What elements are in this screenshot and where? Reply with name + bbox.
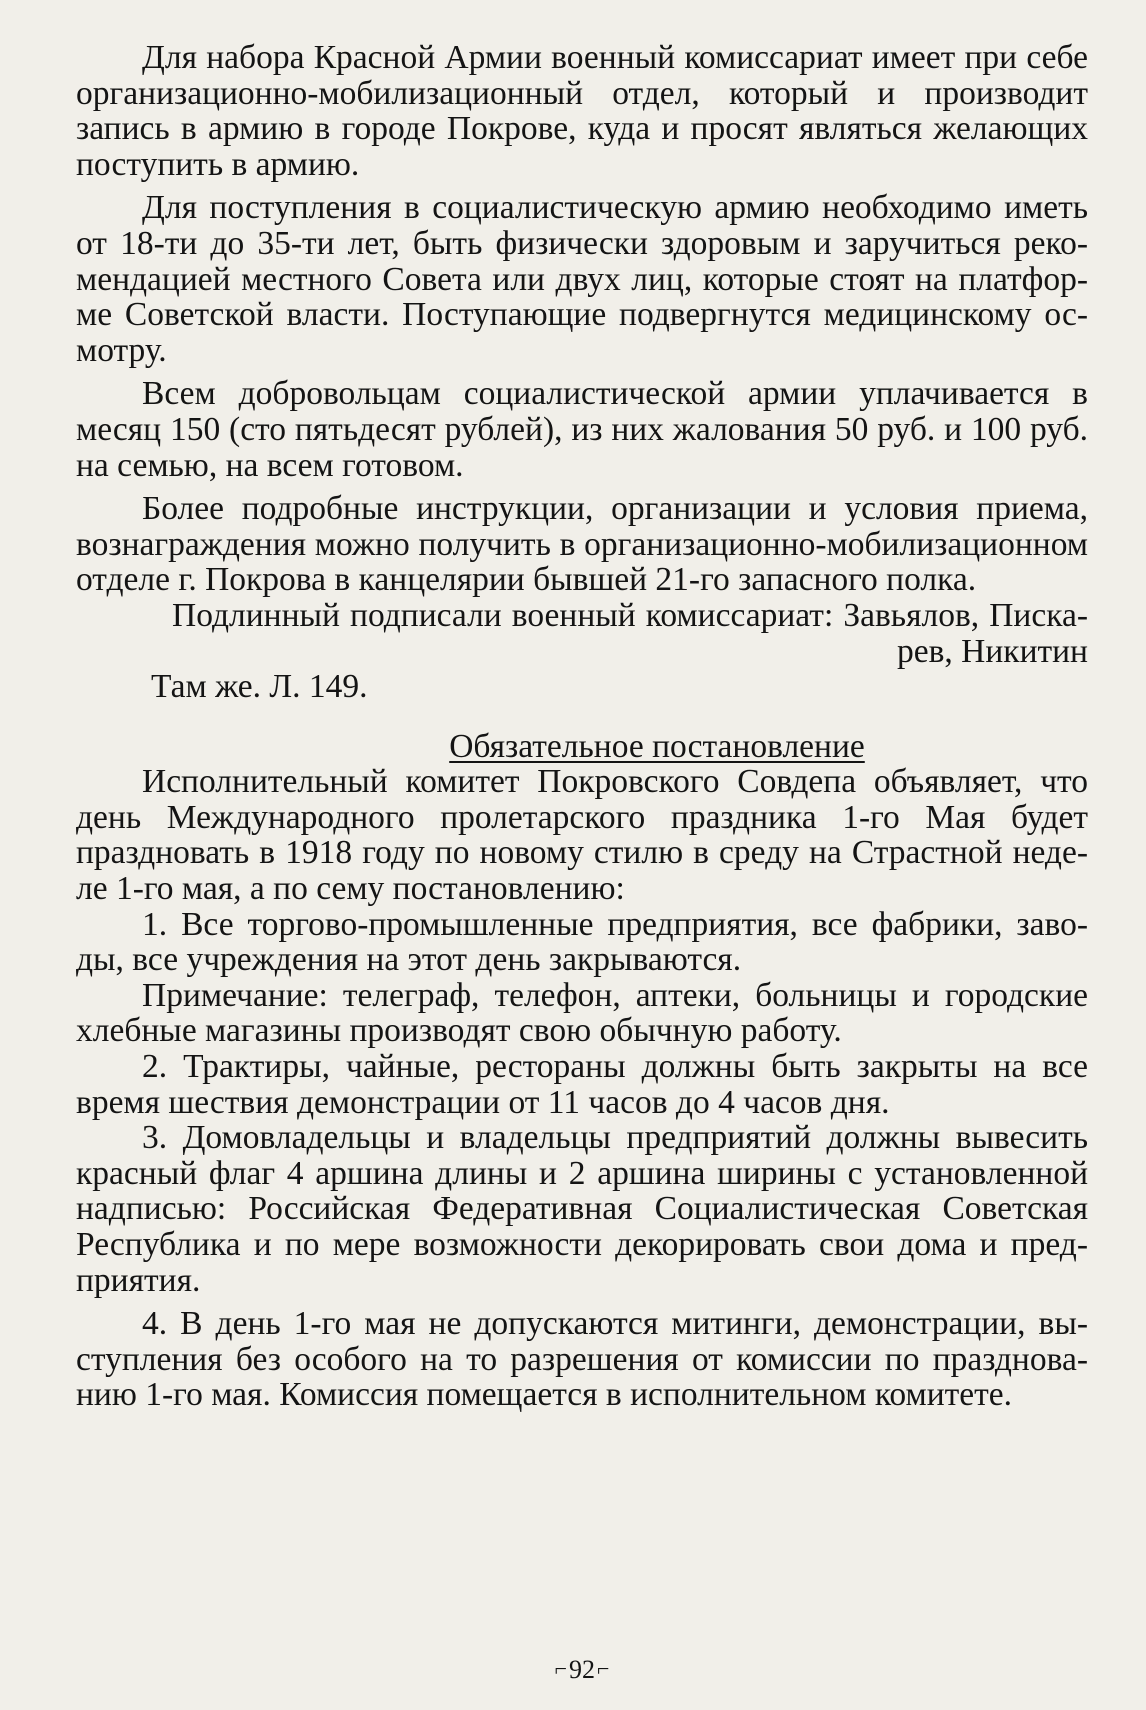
ornament-left-icon: ⌐ — [554, 1656, 567, 1681]
ornament-right-icon: ⌐ — [597, 1656, 610, 1681]
paragraph-admission-requirements: Для поступления в социалистическую армию необходимо иметь от 18-ти до 35-ти лет, быть физически здоровым и заручиться рекомендацией местного Совета или двух лиц, которые стоят на платформе Советской власти. Поступающие подвергнутся медицинскому осмотру. — [76, 189, 1088, 369]
page-footer — [76, 1652, 1088, 1689]
source-reference: Там же. Л. 149. — [151, 668, 368, 706]
signatories: Подлинный подписали военный комиссариат: Завьялов, Пискарев, Никитин — [172, 596, 1088, 670]
page-number: 92 — [569, 1655, 595, 1684]
paragraph-item-3: 3. Домовладельцы и владельцы предприятий должны вывесить красный флаг 4 аршина длины и 2 аршина ширины с установленной надписью: Российская Федеративная Социалистическая Советская Республика и по мере возможности декорировать свои дома и предприятия. — [76, 1119, 1088, 1299]
decree-title-text: Обязательное постановление — [449, 727, 865, 765]
paragraph-holiday-announcement: Исполнительный комитет Покровского Совдепа объявляет, что день Международного пролетарского праздника 1-го Мая будет праздновать в 1918 году по новому стилю в среду на Страстной неделе 1-го мая, а по сему постановлению: — [76, 763, 1088, 908]
paragraph-item-1: 1. Все торгово-промышленные предприятия, все фабрики, заводы, все учреждения на этот день закрываются. — [76, 905, 1088, 979]
paragraph-recruitment-department: Для набора Красной Армии военный комиссариат имеет при себе организационно-мобилизационный отдел, который и производит запись в армию в городе Покрове, куда и просят являться желающих поступить в армию. — [76, 39, 1088, 183]
paragraph-item-4: 4. В день 1-го мая не допускаются митинги, демонстрации, выступления без особого на то разрешения от комиссии по празднованию 1-го мая. Комиссия помещается в исполнительном комитете. — [76, 1305, 1088, 1414]
paragraph-pay: Всем добровольцам социалистической армии уплачивается в месяц 150 (сто пятьдесят рублей), из них жалования 50 руб. и 100 руб. на семью, на всем готовом. — [76, 375, 1088, 484]
paragraph-note: Примечание: телеграф, телефон, аптеки, больницы и городские хлебные магазины производят свою обычную работу. — [76, 976, 1088, 1050]
paragraph-item-2: 2. Трактиры, чайные, рестораны должны быть закрыты на все время шествия демонстрации от 11 часов до 4 часов дня. — [76, 1048, 1088, 1121]
document-page — [76, 39, 1088, 1684]
paragraph-instructions: Более подробные инструкции, организации и условия приема, вознаграждения можно получить в организационно-мобилизационном отделе г. Покрова в канцелярии бывшей 21-го запасного полка. — [76, 490, 1088, 599]
decree-title — [76, 729, 1088, 765]
